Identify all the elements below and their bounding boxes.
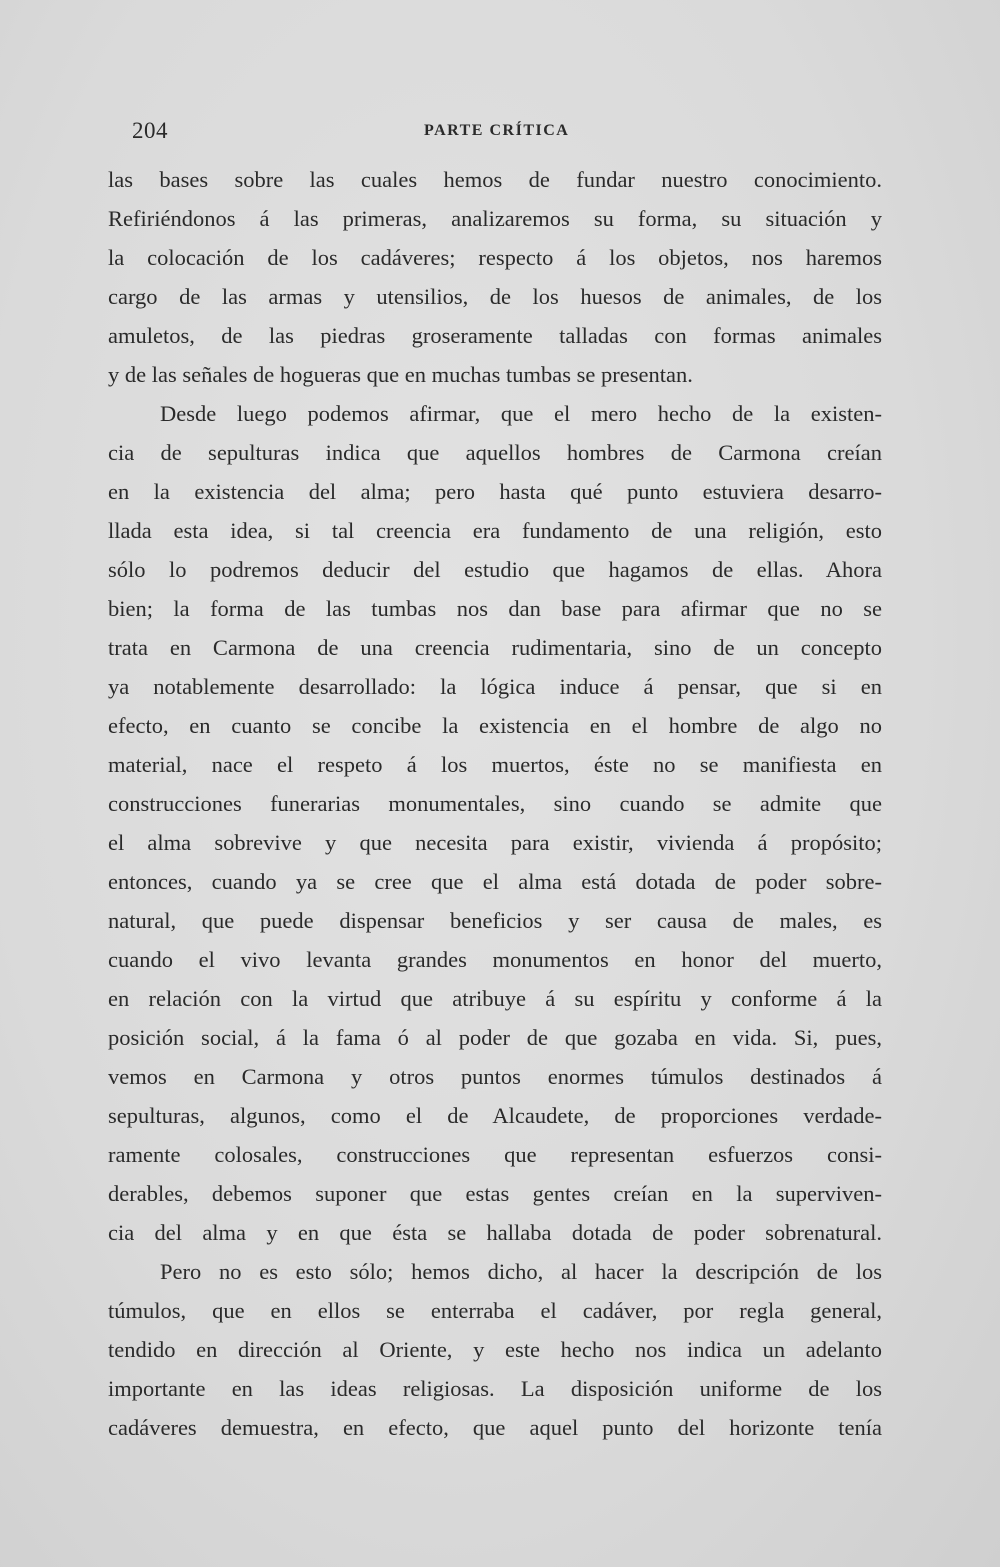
text-line: las bases sobre las cuales hemos de fundar nuestro conocimiento. xyxy=(108,167,882,192)
page-header xyxy=(132,118,882,148)
text-line: material, nace el respeto á los muertos, éste no se manifiesta en xyxy=(108,752,882,777)
text-line: entonces, cuando ya se cree que el alma está dotada de poder sobre- xyxy=(108,869,882,894)
text-line: amuletos, de las piedras groseramente talladas con formas animales xyxy=(108,323,882,348)
text-line: Refiriéndonos á las primeras, analizaremos su forma, su situación y xyxy=(108,206,882,231)
running-head: PARTE CRÍTICA xyxy=(424,122,570,139)
text-line: tendido en dirección al Oriente, y este hecho nos indica un adelanto xyxy=(108,1337,882,1362)
text-line: sepulturas, algunos, como el de Alcaudete, de proporciones verdade- xyxy=(108,1103,882,1128)
text-line: sólo lo podremos deducir del estudio que hagamos de ellas. Ahora xyxy=(108,557,882,582)
text-line: Desde luego podemos afirmar, que el mero hecho de la existen- xyxy=(160,401,882,426)
text-line: en relación con la virtud que atribuye á su espíritu y conforme á la xyxy=(108,986,882,1011)
text-line: cargo de las armas y utensilios, de los huesos de animales, de los xyxy=(108,284,882,309)
text-line: cia de sepulturas indica que aquellos hombres de Carmona creían xyxy=(108,440,882,465)
text-line: túmulos, que en ellos se enterraba el cadáver, por regla general, xyxy=(108,1298,882,1323)
text-line: la colocación de los cadáveres; respecto á los objetos, nos haremos xyxy=(108,245,882,270)
text-line: y de las señales de hogueras que en muchas tumbas se presentan. xyxy=(108,362,693,387)
text-line: Pero no es esto sólo; hemos dicho, al hacer la descripción de los xyxy=(160,1259,882,1284)
text-line: posición social, á la fama ó al poder de que gozaba en vida. Si, pues, xyxy=(108,1025,882,1050)
text-line: el alma sobrevive y que necesita para existir, vivienda á propósito; xyxy=(108,830,882,855)
text-line: importante en las ideas religiosas. La disposición uniforme de los xyxy=(108,1376,882,1401)
text-line: llada esta idea, si tal creencia era fundamento de una religión, esto xyxy=(108,518,882,543)
text-line: cadáveres demuestra, en efecto, que aquel punto del horizonte tenía xyxy=(108,1415,882,1440)
text-line: cuando el vivo levanta grandes monumentos en honor del muerto, xyxy=(108,947,882,972)
text-line: efecto, en cuanto se concibe la existencia en el hombre de algo no xyxy=(108,713,882,738)
text-line: natural, que puede dispensar beneficios y ser causa de males, es xyxy=(108,908,882,933)
text-line: construcciones funerarias monumentales, sino cuando se admite que xyxy=(108,791,882,816)
text-line: trata en Carmona de una creencia rudimentaria, sino de un concepto xyxy=(108,635,882,660)
text-line: bien; la forma de las tumbas nos dan base para afirmar que no se xyxy=(108,596,882,621)
text-line: en la existencia del alma; pero hasta qué punto estuviera desarro- xyxy=(108,479,882,504)
text-line: derables, debemos suponer que estas gentes creían en la superviven- xyxy=(108,1181,882,1206)
body-text xyxy=(108,160,882,1447)
text-line: vemos en Carmona y otros puntos enormes túmulos destinados á xyxy=(108,1064,882,1089)
text-line: cia del alma y en que ésta se hallaba dotada de poder sobrenatural. xyxy=(108,1220,882,1245)
text-line: ramente colosales, construcciones que representan esfuerzos consi- xyxy=(108,1142,882,1167)
page-number: 204 xyxy=(132,118,168,143)
text-line: ya notablemente desarrollado: la lógica induce á pensar, que si en xyxy=(108,674,882,699)
